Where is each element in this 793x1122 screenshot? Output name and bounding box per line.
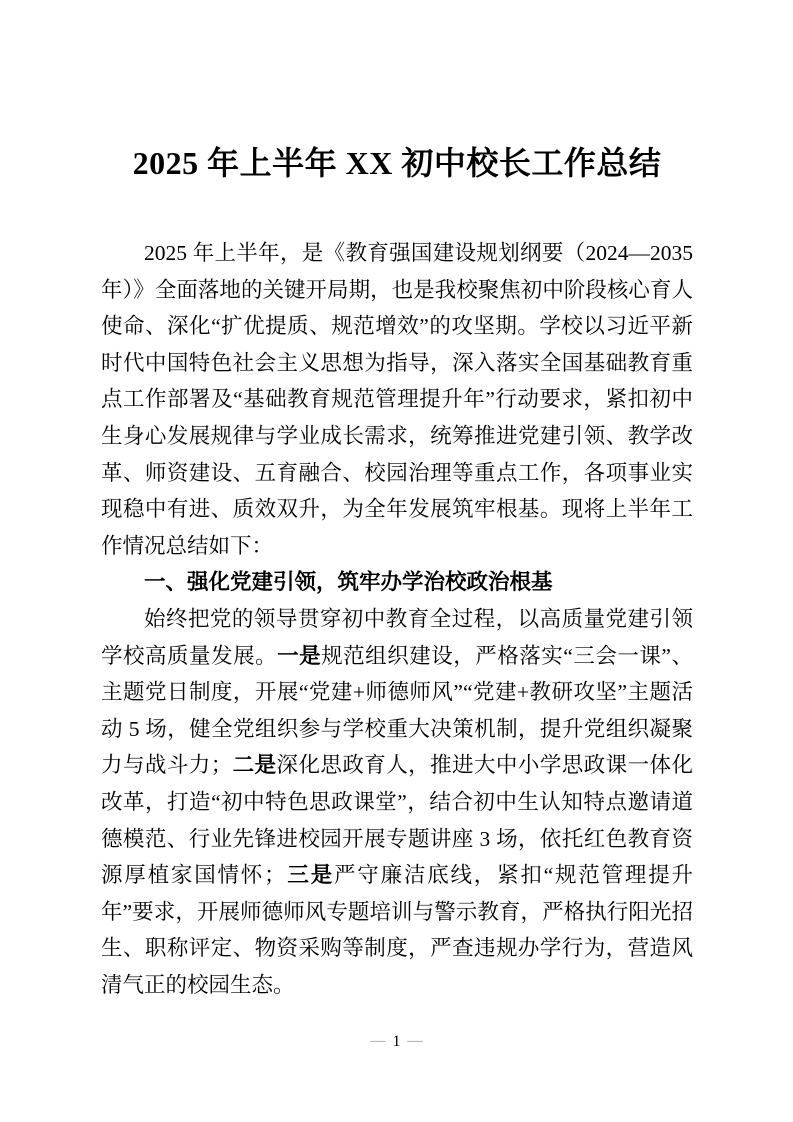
bold-text-run: 一是 <box>277 643 322 668</box>
text-run: 始终把党的领导贯穿初中教育全过程，以高质量党建引领学校高质量发展。 <box>101 606 693 668</box>
footer-dash-left: — <box>370 1033 386 1049</box>
section-heading <box>101 564 693 601</box>
text-run: 严守廉洁底线，紧扣“规范管理提升年”要求，开展师德师风专题培训与警示教育，严格执行阳光招生、职称评定、物资采购等制度，严查违规办学行为，营造风清气正的校园生态。 <box>101 863 693 997</box>
footer-dash-right: — <box>407 1033 423 1049</box>
body-paragraph <box>101 235 693 564</box>
document-title: 2025 年上半年 XX 初中校长工作总结 <box>132 145 662 181</box>
bold-text-run: 一、强化党建引领，筑牢办学治校政治根基 <box>144 570 553 595</box>
bold-text-run: 三是 <box>285 863 334 888</box>
page-number: 1 <box>392 1033 401 1050</box>
body-paragraph <box>101 601 693 1004</box>
text-run: 规范组织建设，严格落实“三会一课”、主题党日制度，开展“党建+师德师风”“党建+教研攻坚”主题活动 5 场，健全党组织参与学校重大决策机制，提升党组织凝聚力与战斗力； <box>101 643 693 778</box>
document-body <box>101 235 693 1003</box>
text-run: 深化思政育人，推进大中小学思政课一体化改革，打造“初中特色思政课堂”，结合初中生认知特点邀请道德模范、行业先锋进校园开展专题讲座 3 场，依托红色教育资源厚植家国情怀； <box>101 753 693 888</box>
page-footer <box>0 1031 793 1053</box>
text-run: 2025 年上半年，是《教育强国建设规划纲要（2024—2035 年）》全面落地的关键开局期，也是我校聚焦初中阶段核心育人使命、深化“扩优提质、规范增效”的攻坚期。学校以习近平新时代中国特色社会主义思想为指导，深入落实全国基础教育重点工作部署及“基础教育规范管理提升年”行动要求，紧扣初中生身心发展规律与学业成长需求，统筹推进党建引领、教学改革、师资建设、五育融合、校园治理等重点工作，各项事业实现稳中有进、质效双升，为全年发展筑牢根基。现将上半年工作情况总结如下： <box>101 241 693 558</box>
bold-text-run: 二是 <box>232 753 277 778</box>
